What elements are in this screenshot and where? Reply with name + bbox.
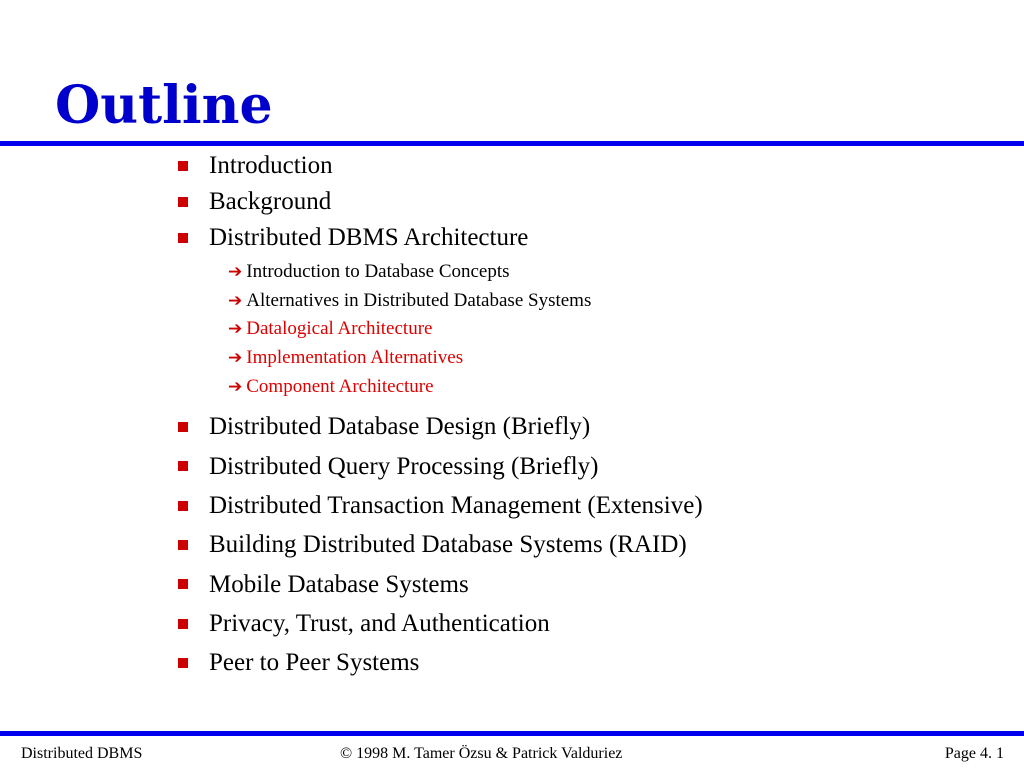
- list-item-label: Distributed Transaction Management (Extensive): [209, 492, 703, 520]
- list-item: [178, 407, 998, 446]
- list-item: [178, 184, 998, 220]
- list-item: [178, 565, 998, 604]
- slide-title: Outline: [55, 75, 273, 136]
- list-item: [178, 220, 998, 256]
- square-bullet-icon: [178, 461, 188, 471]
- list-item: [178, 643, 998, 682]
- list-item-label: Background: [209, 188, 332, 215]
- sub-list-item: [178, 287, 998, 316]
- square-bullet-icon: [178, 619, 188, 629]
- list-item: [178, 447, 998, 486]
- list-item-label: Distributed Database Design (Briefly): [209, 413, 591, 441]
- list-item: [178, 525, 998, 564]
- sub-list-item-label: Alternatives in Distributed Database Systems: [246, 289, 592, 311]
- arrow-right-icon: ➔: [228, 290, 243, 311]
- square-bullet-icon: [178, 658, 188, 668]
- footer-page-number: Page 4. 1: [944, 745, 1004, 762]
- sub-list-item-label: Introduction to Database Concepts: [246, 261, 510, 282]
- list-item-label: Distributed Query Processing (Briefly): [209, 452, 599, 480]
- sub-list-item-label: Component Architecture: [246, 375, 434, 397]
- square-bullet-icon: [178, 501, 188, 511]
- arrow-right-icon: ➔: [228, 319, 243, 340]
- list-item: [178, 604, 998, 643]
- outline-list: [178, 148, 998, 683]
- square-bullet-icon: [178, 233, 188, 243]
- footer-divider: [0, 731, 1024, 736]
- list-item-label: Peer to Peer Systems: [209, 649, 420, 677]
- footer-copyright: © 1998 M. Tamer Özsu & Patrick Valduriez: [340, 745, 623, 762]
- sub-list-item: [178, 258, 998, 287]
- footer-course-name: Distributed DBMS: [21, 745, 143, 762]
- sub-list-item: [178, 315, 998, 344]
- sub-list-item: [178, 344, 998, 373]
- sub-list-item-label: Implementation Alternatives: [246, 347, 464, 369]
- list-item-label: Privacy, Trust, and Authentication: [209, 609, 550, 637]
- square-bullet-icon: [178, 197, 188, 207]
- arrow-right-icon: ➔: [228, 262, 243, 282]
- arrow-right-icon: ➔: [228, 348, 243, 369]
- list-item: [178, 486, 998, 525]
- sub-list-item: [178, 373, 998, 402]
- list-item-label: Distributed DBMS Architecture: [209, 224, 529, 251]
- title-divider: [0, 141, 1024, 146]
- list-item: [178, 148, 998, 184]
- square-bullet-icon: [178, 579, 188, 589]
- square-bullet-icon: [178, 540, 188, 550]
- square-bullet-icon: [178, 161, 188, 171]
- list-item-label: Introduction: [209, 152, 333, 179]
- arrow-right-icon: ➔: [228, 376, 243, 397]
- square-bullet-icon: [178, 422, 188, 432]
- list-item-label: Building Distributed Database Systems (RAID): [209, 531, 687, 559]
- sub-list-item-label: Datalogical Architecture: [246, 318, 433, 340]
- list-item-label: Mobile Database Systems: [209, 570, 469, 598]
